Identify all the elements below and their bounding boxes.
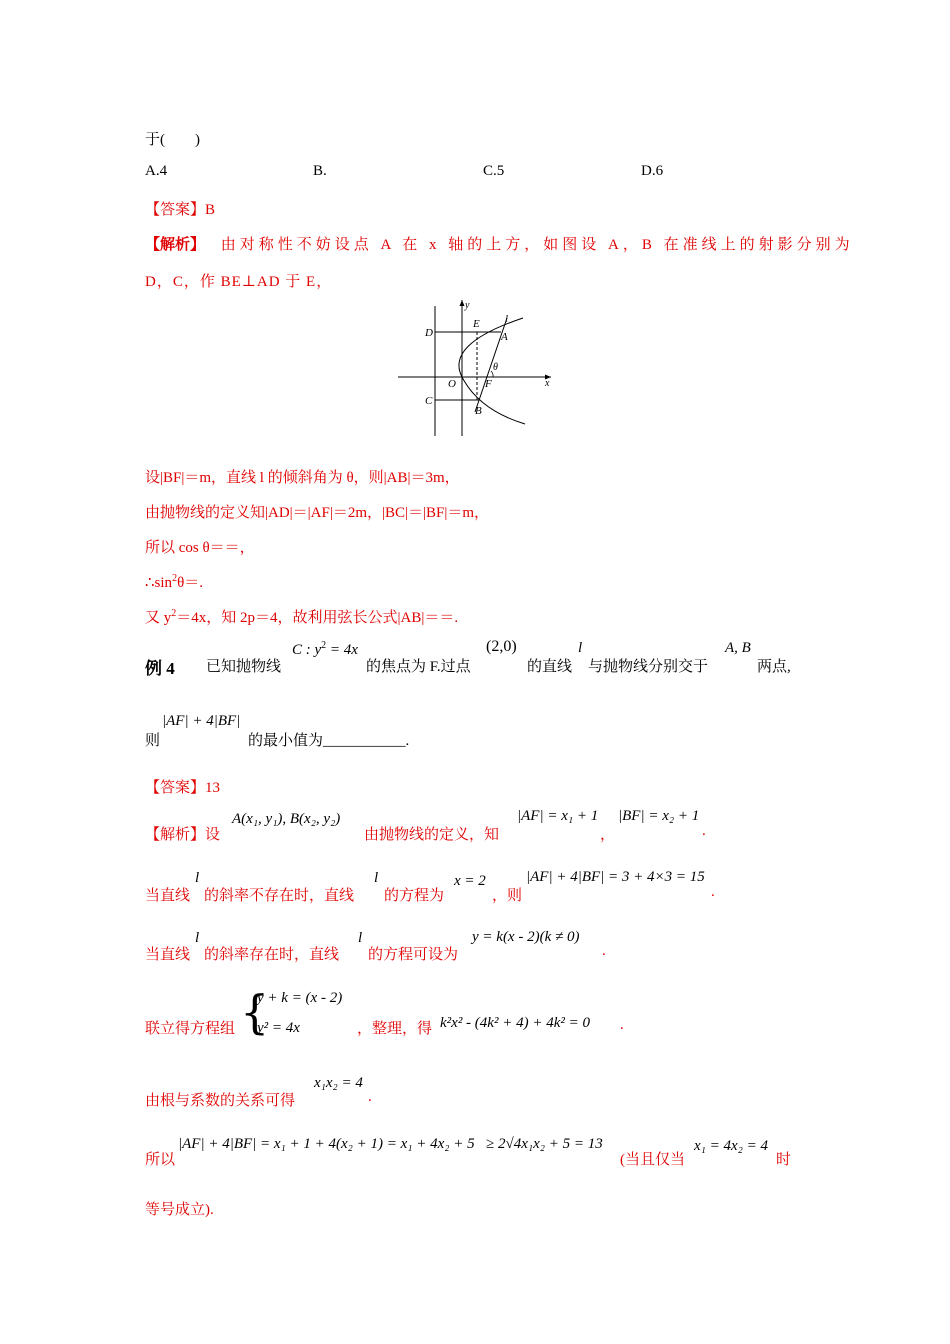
label-a: A xyxy=(501,331,508,343)
l3-text-4: ，则 xyxy=(492,888,523,904)
solution-1-line-1 xyxy=(145,233,854,254)
ex4-text-1: 已知抛物线 xyxy=(206,659,282,675)
ex4-text-5: 两点, xyxy=(757,659,791,675)
label-b: B xyxy=(475,405,482,417)
ex4-math-4: A, B xyxy=(725,640,751,656)
l4-math-2: l xyxy=(358,930,363,946)
l4-text-3: 的方程可设为 xyxy=(368,947,459,963)
text: = 4x xyxy=(326,642,358,658)
label-c: C xyxy=(425,395,433,407)
parabola-figure xyxy=(395,296,555,438)
l5-text-2: ，整理，得 xyxy=(357,1021,433,1037)
ex4-math-3: l xyxy=(578,640,583,656)
sol2-math-3: |BF| = x₂ + 1 xyxy=(618,808,700,824)
solution-1-line-6 xyxy=(145,571,203,592)
solution-1-line-2: D，C，作 BE⊥AD 于 E， xyxy=(145,274,333,290)
example-4-label: 例 4 xyxy=(145,659,175,678)
label-o: O xyxy=(448,378,456,390)
ex4-text-3: 的直线 xyxy=(527,659,573,675)
l6-text-1: 由根与系数的关系可得 xyxy=(145,1093,296,1109)
sol2-text-2: ， xyxy=(600,827,616,843)
sol2-label: 【解析】设 xyxy=(145,827,221,843)
l6-text-2: . xyxy=(368,1089,372,1105)
option-d: D.6 xyxy=(641,163,664,179)
option-a: A.4 xyxy=(145,163,168,179)
l7-math-2: ≥ 2√4x₁x₂ + 5 = 13 xyxy=(486,1136,603,1152)
superscript: 2 xyxy=(172,573,178,584)
l3-text-5: . xyxy=(711,884,715,900)
l5-math: k²x² - (4k² + 4) + 4k² = 0 xyxy=(440,1015,590,1031)
l7-math-1: |AF| + 4|BF| = x₁ + 1 + 4(x₂ + 1) = x₁ + 4x₂ + 5 xyxy=(178,1136,475,1152)
text: θ＝. xyxy=(177,575,203,591)
label-x: x xyxy=(545,378,550,389)
l4-math-1: l xyxy=(195,930,200,946)
label-theta: θ xyxy=(493,362,498,373)
ex4-text-4: 与抛物线分别交于 xyxy=(588,659,709,675)
text: ∴sin xyxy=(145,575,173,591)
l4-text-1: 当直线 xyxy=(145,947,191,963)
question-tail: 于( ) xyxy=(145,132,200,148)
l4-text-4: . xyxy=(602,943,606,959)
l7-math-3: x₁ = 4x₂ = 4 xyxy=(694,1138,768,1154)
y-axis-arrow xyxy=(460,300,465,306)
system-eq-1: y + k = (x - 2) xyxy=(257,990,343,1006)
parabola xyxy=(459,318,525,424)
label-y: y xyxy=(465,300,470,311)
l8-text: 等号成立). xyxy=(145,1202,214,1218)
solution-1-line-4: 由抛物线的定义知|AD|＝|AF|＝2m，|BC|＝|BF|＝m， xyxy=(145,505,490,521)
l7-text-1: 所以 xyxy=(145,1152,176,1168)
solution-1-line-5: 所以 cos θ＝＝， xyxy=(145,540,255,556)
solution-1-line-3: 设|BF|＝m，直线 l 的倾斜角为 θ，则|AB|＝3m， xyxy=(145,470,460,486)
l3-text-3: 的方程为 xyxy=(384,888,445,904)
l3-math-4: |AF| + 4|BF| = 3 + 4×3 = 15 xyxy=(526,869,705,885)
label-l: l xyxy=(505,313,509,325)
solution-text: 由对称性不妨设点 A 在 x 轴的上方，如图设 A，B 在准线上的射影分别为 xyxy=(220,237,854,253)
answer-1: 【答案】B xyxy=(145,202,216,218)
ex4-line2-text-1: 则 xyxy=(145,733,161,749)
l5-text-1: 联立得方程组 xyxy=(145,1021,236,1037)
system-eq-2: y² = 4x xyxy=(257,1020,300,1036)
solution-label: 【解析】 xyxy=(145,237,206,253)
system-brace: { xyxy=(240,985,270,1039)
l4-text-2: 的斜率存在时，直线 xyxy=(204,947,340,963)
ex4-math-1 xyxy=(292,640,358,659)
l3-text-1: 当直线 xyxy=(145,888,191,904)
superscript: 2 xyxy=(171,608,177,619)
text: 又 y xyxy=(145,610,172,626)
option-b: B. xyxy=(313,163,327,179)
label-f: F xyxy=(485,378,492,390)
sol2-math-2: |AF| = x₁ + 1 xyxy=(517,808,599,824)
solution-1-line-7 xyxy=(145,606,458,627)
ex4-text-2: 的焦点为 F.过点 xyxy=(366,659,471,675)
sol2-math-1: A(x₁, y₁), B(x₂, y₂) xyxy=(232,811,341,827)
sol2-text-3: . xyxy=(702,823,706,839)
l6-math: x₁x₂ = 4 xyxy=(314,1075,363,1091)
ex4-line2-math: |AF| + 4|BF| xyxy=(162,713,241,729)
superscript: 2 xyxy=(321,640,327,651)
sol2-text-1: 由抛物线的定义，知 xyxy=(364,827,500,843)
l7-text-2: (当且仅当 xyxy=(620,1152,685,1168)
l3-text-2: 的斜率不存在时，直线 xyxy=(204,888,355,904)
text: ＝4x，知 2p＝4，故利用弦长公式|AB|＝＝. xyxy=(176,610,459,626)
l3-math-3: x = 2 xyxy=(454,873,486,889)
label-d: D xyxy=(425,327,433,339)
label-e: E xyxy=(473,318,480,330)
option-c: C.5 xyxy=(483,163,505,179)
text: C : y xyxy=(292,642,322,658)
answer-2: 【答案】13 xyxy=(145,780,221,796)
l7-text-3: 时 xyxy=(776,1152,792,1168)
l5-text-3: . xyxy=(620,1017,624,1033)
l3-math-2: l xyxy=(374,870,379,886)
l3-math-1: l xyxy=(195,870,200,886)
ex4-line2-text-2: 的最小值为___________. xyxy=(248,733,410,749)
ex4-math-2: (2,0) xyxy=(486,638,517,655)
l4-math-3: y = k(x - 2)(k ≠ 0) xyxy=(472,929,580,945)
